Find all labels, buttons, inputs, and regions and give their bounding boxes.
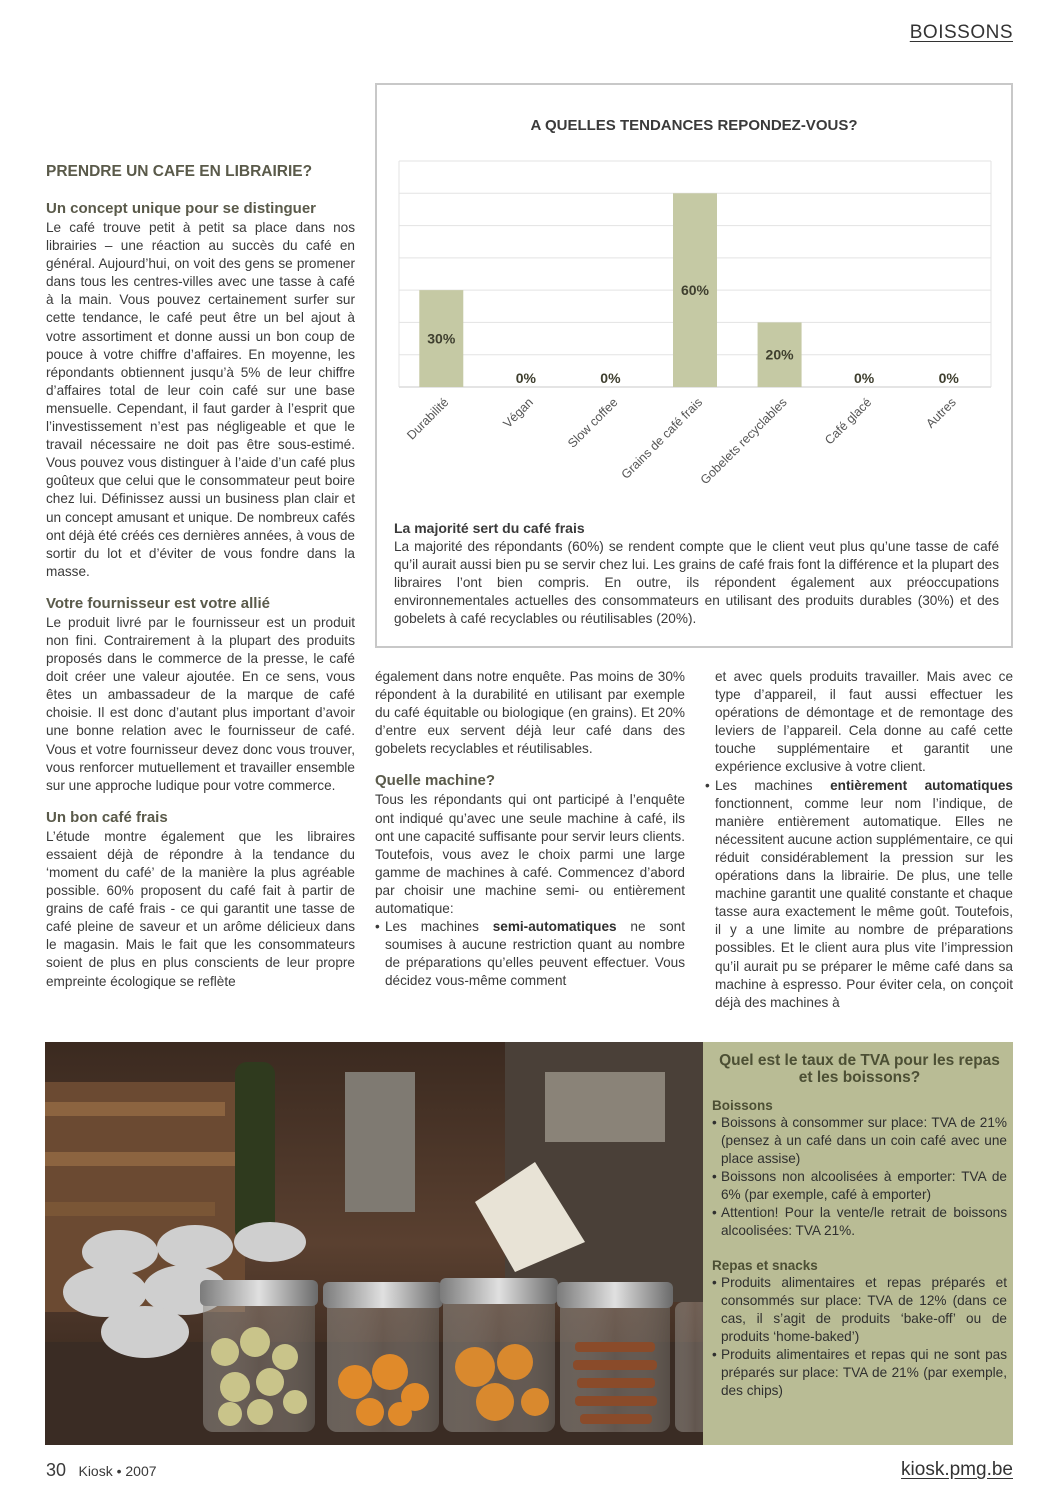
list-item: [375, 918, 685, 990]
bullet-text: Boissons non alcoolisées à emporter: TVA de 6% (par exemple, café à emporter): [721, 1169, 1007, 1202]
bullet-icon: •: [705, 777, 710, 793]
left-column: [46, 200, 355, 991]
list-item: [712, 1274, 1007, 1346]
x-tick-label: Autres: [923, 395, 959, 431]
data-label: 0%: [515, 370, 536, 386]
list-item: [712, 1168, 1007, 1204]
section-heading: Votre fournisseur est votre allié: [46, 594, 270, 612]
bullet-icon: •: [712, 1347, 717, 1362]
section-heading: Un bon café frais: [46, 808, 168, 826]
section-tag: BOISSONS: [909, 22, 1013, 43]
right-column: [705, 668, 1013, 1012]
tva-sidebar: [703, 1042, 1013, 1445]
data-label: 0%: [854, 370, 875, 386]
data-label: 20%: [765, 346, 794, 363]
data-label: 60%: [680, 282, 710, 299]
list-item: [712, 1204, 1007, 1240]
section-heading: Quelle machine?: [375, 772, 496, 790]
bullet-text: Boissons à consommer sur place: TVA de 21% (pensez à un café dans un coin café avec une place assise): [721, 1115, 1007, 1166]
section-heading: Un concept unique pour se distinguer: [46, 200, 317, 217]
bullet-icon: •: [712, 1275, 717, 1290]
cafe-photo-image: [45, 1042, 703, 1445]
bullet-text: Produits alimentaires et repas préparés et consommés sur place: TVA de 12% (dans ce cas, il s’agit de produits ‘bake-off’ ou de produits ‘home-baked’): [721, 1275, 1007, 1344]
bullet-text: Les machines: [715, 777, 831, 793]
chart-caption-text: La majorité des répondants (60%) se rendent compte que le client veut plus qu’une tasse de café qu’il aurait aussi bien pu se servir chez lui. Les grains de café frais font la différence et la plupart des libraires l’ont bien compris. En outre, ils répondent également aux préoccupations environnementales actuelles des consommateurs en utilisant des produits durables (30%) et des gobelets à café recyclables ou réutilisables (20%).: [394, 539, 999, 627]
bullet-text: Attention! Pour la vente/le retrait de boissons alcoolisées: TVA 21%.: [721, 1205, 1007, 1238]
footer-left: [46, 1460, 157, 1481]
tva-subheading-boissons: Boissons: [712, 1098, 773, 1113]
data-label: 30%: [427, 330, 456, 347]
bullet-bold: entièrement automatiques: [830, 777, 1013, 793]
cafe-photo: [45, 1042, 703, 1445]
list-item: [712, 1346, 1007, 1400]
bullet-text: Les machines: [385, 919, 493, 935]
bullet-text: Produits alimentaires et repas qui ne sont pas préparés sur place: TVA de 21% (par exemple, des chips): [721, 1347, 1007, 1398]
bullet-icon: •: [712, 1169, 717, 1184]
page-number: 30: [46, 1460, 67, 1480]
middle-column: [375, 668, 685, 991]
x-tick-label: Durabilité: [404, 395, 452, 443]
bullet-icon: •: [712, 1115, 717, 1130]
bullet-icon: •: [712, 1205, 717, 1220]
x-tick-label: Café glacé: [822, 395, 875, 448]
paragraph: et avec quels produits travailler. Mais avec ce type d’appareil, il faut aussi effectuer les opérations de démontage et de remontage des leviers de l’appareil. Cela donne au café cette touche supplémentaire et garantit une expérience exclusive à votre client.: [715, 669, 1013, 775]
x-tick-label: Grains de café frais: [618, 395, 706, 482]
tva-title: Quel est le taux de TVA pour les repas et les boissons?: [719, 1052, 1000, 1086]
website-link[interactable]: kiosk.pmg.be: [901, 1459, 1013, 1480]
paragraph: L’étude montre également que les libraires essaient déjà de répondre à la tendance du ‘moment du café’ de la manière la plus agréable possible. 60% proposent du café fait à partir de grains de café frais - ce qui garantit une tasse de café pleine de saveur et un arôme délicieux dans le magasin. Mais le fait que les consommateurs soient de plus en plus conscients de leur propre empreinte écologique se reflète: [46, 828, 355, 989]
data-label: 0%: [938, 370, 959, 386]
list-item: [705, 777, 1013, 1012]
chart-box: [375, 83, 1013, 648]
x-tick-label: Slow coffee: [565, 395, 621, 451]
x-tick-label: Gobelets recyclables: [697, 395, 790, 488]
paragraph: Le produit livré par le fournisseur est un produit non fini. Contrairement à la plupart des produits proposés dans le commerce de la presse, le café doit créer une valeur ajoutée. En ce sens, vous êtes un ambassadeur de la marque de café choisie. Il est donc d’autant plus important d’avoir une bonne relation avec le fournisseur de café. Vous et votre fournisseur devez donc vous trouver, vous renforcer mutuellement et travailler ensemble sur une approche ludique pour votre commerce.: [46, 614, 355, 793]
paragraph: Tous les répondants qui ont participé à l’enquête ont indiqué qu’avec une seule machine à café, ils ont une capacité suffisante pour servir leurs clients. Toutefois, vous avez le choix parmi une large gamme de machines à café. Commencez d’abord par choisir une machine semi- ou entièrement automatique:: [375, 792, 685, 917]
article-title: PRENDRE UN CAFE EN LIBRAIRIE?: [46, 163, 313, 180]
tva-subheading-repas: Repas et snacks: [712, 1258, 818, 1273]
paragraph: Le café trouve petit à petit sa place dans nos librairies – une réaction au succès du café en général. Aujourd’hui, on voit des gens se promener dans tous les centres-villes avec une tasse à café à la main. Vous pouvez certainement surfer sur cette tendance, le café peut être un bel ajout à votre assortiment et donne aussi un bon coup de pouce à votre chiffre d’affaires. En moyenne, les répondants obtiennent jusqu’à 5% de leur chiffre d’affaires total de leur coin café sur une base mensuelle. Cependant, il faut garder à l’esprit que l’investissement n’est pas négligeable et que le travail nécessaire ne doit pas être sous-estimé. Vous pouvez vous distinguer à l’aide d’un café plus goûteux que celui que le consommateur peut boire chez lui. Définissez aussi un business plan clair et un concept amusant et unique. De nombreux cafés ont déjà été créés ces dernières années, à vous de sortir du lot et d’éviter de vous fondre dans la masse.: [46, 220, 355, 579]
chart-caption-title: La majorité sert du café frais: [394, 520, 585, 536]
bullet-text: fonctionnent, comme leur nom l’indique, de manière entièrement automatique. Elles ne nécessitent aucune action supplémentaire, ce qui réduit considérablement la pression sur les opérations dans la librairie. De plus, une telle machine garantit une qualité constante et chaque tasse aura exactement le même goût. Toutefois, il y a une limite au nombre de préparations possibles. Et le client aura plus vite l’impression qu’il aurait pu se préparer le même café dans sa machine à espresso. Pour éviter cela, on conçoit déjà des machines à: [715, 795, 1013, 1010]
bullet-bold: semi-automatiques: [492, 919, 617, 935]
x-tick-label: Végan: [500, 395, 536, 431]
magazine-name: Kiosk • 2007: [78, 1463, 157, 1479]
paragraph: également dans notre enquête. Pas moins de 30% répondent à la durabilité en utilisant par exemple du café équitable ou biologique (en grains). Et 20% d’entre eux servent déjà leur café dans des gobelets recyclables et réutilisables.: [375, 669, 685, 757]
bar-chart: [377, 85, 1011, 515]
list-item: [712, 1114, 1007, 1168]
bullet-icon: •: [375, 919, 380, 935]
bullet-text: ne sont soumises à aucune restriction quant au nombre de préparations qu’elles peuvent effectuer. Vous décidez vous-même comment: [385, 919, 686, 989]
chart-title: A QUELLES TENDANCES REPONDEZ-VOUS?: [530, 117, 858, 134]
data-label: 0%: [600, 370, 621, 386]
